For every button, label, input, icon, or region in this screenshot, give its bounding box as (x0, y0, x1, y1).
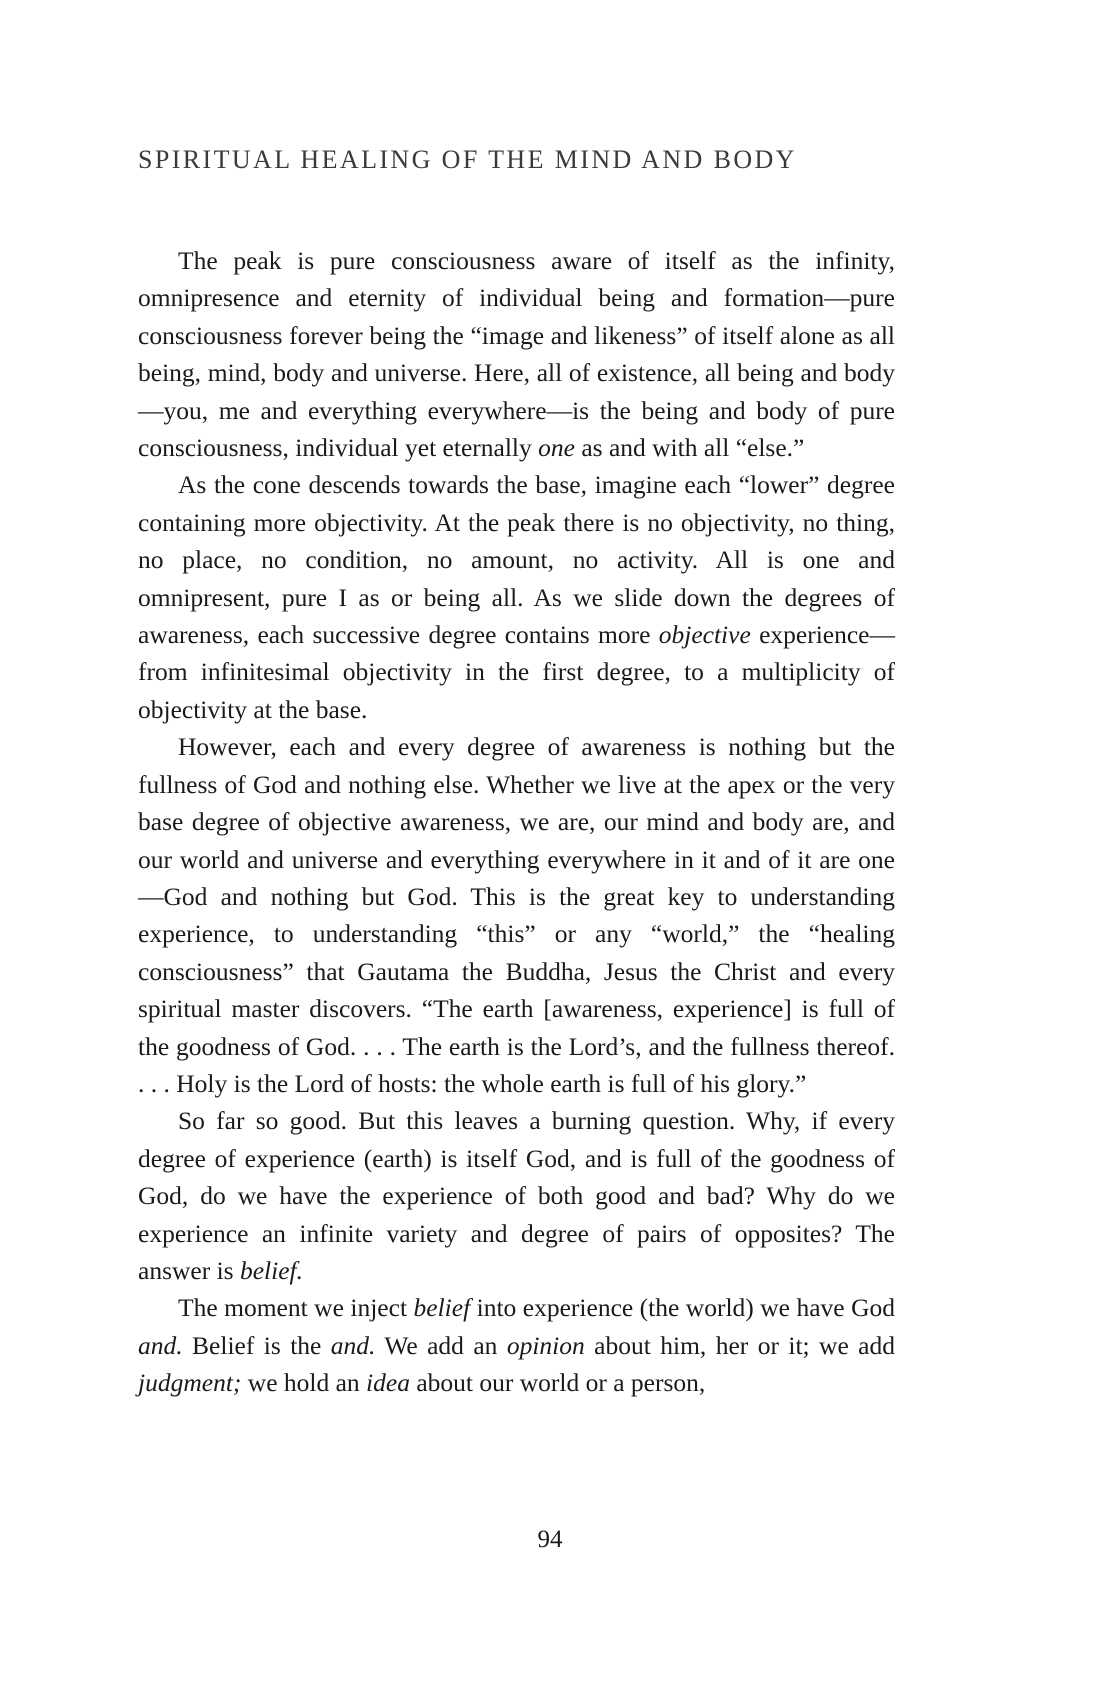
text-span: about our world or a person, (409, 1368, 706, 1398)
body-text (138, 242, 895, 1402)
text-span: we hold an (241, 1368, 367, 1398)
emphasis: one (538, 433, 575, 463)
emphasis: judgment; (138, 1368, 242, 1398)
paragraph (138, 466, 895, 728)
text-span: as and with all “else.” (574, 433, 805, 463)
paragraph (138, 242, 895, 466)
paragraph (138, 1289, 895, 1401)
text-span: So far so good. But this leaves a burning question. Why, if every degree of experience (earth) is itself God, and is full of the goodness of God, do we have the experience of both good and bad? Why do we experience an infinite variety and degree of pairs of opposites? The answer is (138, 1106, 895, 1285)
running-head: SPIRITUAL HEALING OF THE MIND AND BODY (138, 145, 797, 174)
emphasis: objective (658, 620, 751, 650)
text-span: into experience (the world) we have God (470, 1293, 896, 1323)
text-span: Belief is the (182, 1330, 331, 1360)
emphasis: and. (330, 1330, 376, 1360)
text-span: We add an (375, 1330, 507, 1360)
text-span: experience—from infinitesimal objectivity in the first degree, to a multiplicity of objectivity at the base. (138, 620, 896, 724)
page-number: 94 (537, 1526, 563, 1553)
emphasis: opinion (506, 1330, 585, 1360)
emphasis: and. (138, 1330, 183, 1360)
text-span: about him, her or it; we add (584, 1330, 895, 1360)
paragraph (138, 1102, 895, 1289)
text-span: However, each and every degree of awareness is nothing but the fullness of God and nothing else. Whether we live at the apex or the very base degree of objective awareness, we are, our mind and body are, and our world and universe and everything everywhere in it and of it are one—God and nothing but God. This is the great key to understanding experience, to understanding “this” or any “world,” the “healing consciousness” that Gautama the Buddha, Jesus the Christ and every spiritual master discovers. “The earth [awareness, experience] is full of the goodness of God. . . . The earth is the Lord’s, and the fullness thereof. . . . Holy is the Lord of hosts: the whole earth is full of his glory.” (138, 732, 895, 1098)
text-span: The moment we inject (178, 1293, 414, 1323)
emphasis: belief (413, 1293, 471, 1323)
text-span: As the cone descends towards the base, imagine each “lower” degree containing more objectivity. At the peak there is no objectivity, no thing, no place, no condition, no amount, no activity. All is one and omnipresent, pure I as or being all. As we slide down the degrees of awareness, each successive degree contains more (138, 470, 895, 650)
emphasis: belief. (239, 1255, 303, 1285)
emphasis: idea (366, 1368, 410, 1398)
paragraph (138, 728, 895, 1102)
text-span: The peak is pure consciousness aware of itself as the infinity, omnipresence and eternity of individual being and formation—pure consciousness forever being the “image and likeness” of itself alone as all being, mind, body and universe. Here, all of existence, all being and body—you, me and everything everywhere—is the being and body of pure consciousness, individual yet eternally (138, 246, 895, 463)
